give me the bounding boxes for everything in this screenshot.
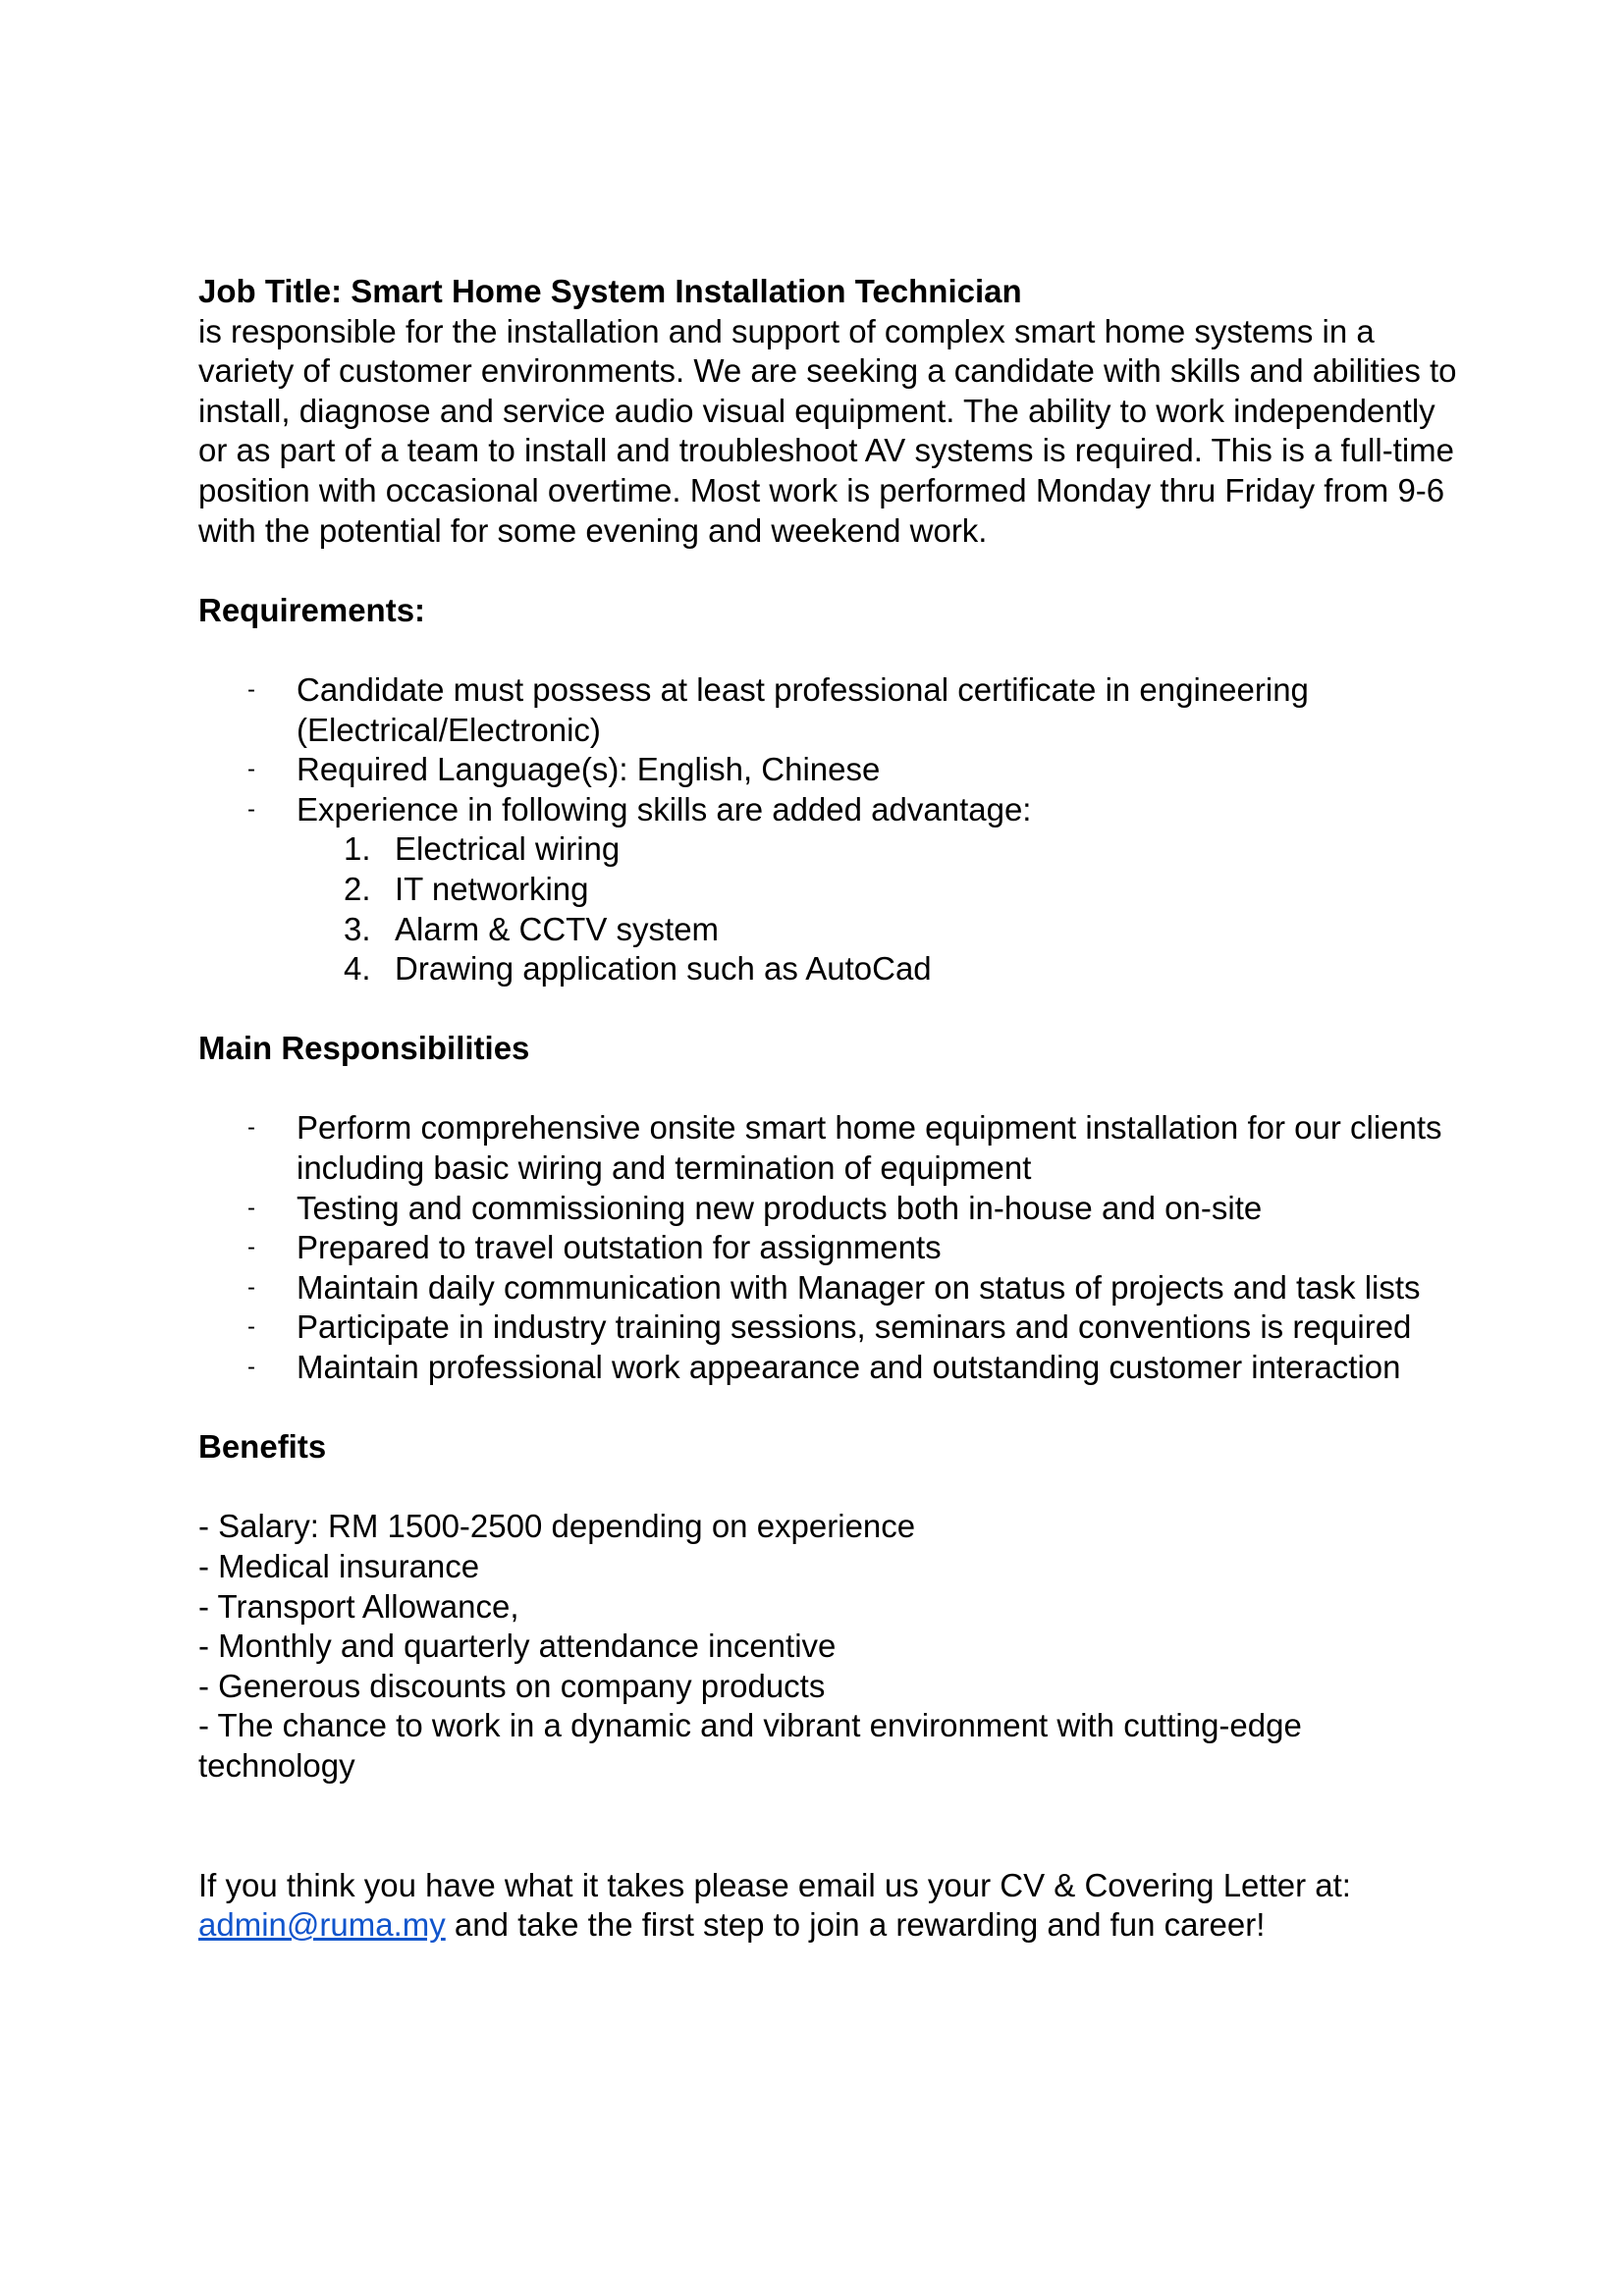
skill-item: [198, 829, 1465, 870]
skill-text: IT networking: [395, 870, 589, 907]
responsibility-text: Testing and commissioning new products both in-house and on-site: [297, 1189, 1263, 1226]
closing-line-2: and take the first step to join a rewarding and fun career!: [445, 1906, 1266, 1944]
responsibility-text: Prepared to travel outstation for assignments: [297, 1229, 942, 1266]
responsibility-text: Maintain professional work appearance and outstanding customer interaction: [297, 1349, 1401, 1386]
dash-bullet: -: [247, 756, 255, 783]
benefits-heading: Benefits: [198, 1428, 327, 1466]
skill-number: 1.: [344, 830, 371, 868]
closing-line-1: If you think you have what it takes please email us your CV & Covering Letter at:: [198, 1866, 1351, 1903]
skill-number: 4.: [344, 950, 371, 988]
benefits-list: [198, 1507, 1465, 1786]
benefit-item: - Medical insurance: [198, 1548, 480, 1584]
responsibility-item: [198, 1108, 1465, 1188]
document-page: [198, 272, 1465, 1946]
requirement-item: [198, 670, 1465, 750]
responsibility-item: [198, 1228, 1465, 1268]
skill-text: Electrical wiring: [395, 830, 621, 868]
requirement-text: Candidate must possess at least professional certificate in engineering (Electrical/Electronic): [297, 670, 1309, 748]
closing-paragraph: [198, 1866, 1465, 1946]
dash-bullet: -: [247, 1354, 255, 1381]
requirements-list: [198, 670, 1465, 829]
benefit-item: - The chance to work in a dynamic and vibrant environment with cutting-edge technology: [198, 1707, 1302, 1784]
dash-bullet: -: [247, 675, 255, 703]
responsibility-item: [198, 1348, 1465, 1388]
dash-bullet: -: [247, 1273, 255, 1301]
responsibilities-heading: Main Responsibilities: [198, 1030, 530, 1067]
skill-number: 2.: [344, 870, 371, 907]
responsibility-item: [198, 1268, 1465, 1308]
responsibilities-list: [198, 1108, 1465, 1387]
skill-number: 3.: [344, 910, 371, 947]
email-link[interactable]: admin@ruma.my: [198, 1906, 446, 1944]
skill-item: [198, 949, 1465, 989]
skill-item: [198, 870, 1465, 910]
skill-text: Alarm & CCTV system: [395, 910, 720, 947]
benefit-item: - Salary: RM 1500-2500 depending on experience: [198, 1508, 916, 1545]
job-title: Job Title: Smart Home System Installation Technician: [198, 273, 1022, 309]
benefit-item: - Transport Allowance,: [198, 1587, 519, 1625]
job-intro: is responsible for the installation and support of complex smart home systems in a variety of customer environments. We are seeking a candidate with skills and abilities to install, diagnose and service audio visual equipment. The ability to work independently or as part of a team to install and troubleshoot AV systems is required. This is a full-time position with occasional overtime. Most work is performed Monday thru Friday from 9-6 with the potential for some evening and weekend work.: [198, 312, 1457, 549]
requirements-heading: Requirements:: [198, 591, 426, 628]
dash-bullet: -: [247, 1234, 255, 1261]
responsibility-text: Participate in industry training sessions, seminars and conventions is required: [297, 1308, 1412, 1346]
dash-bullet: -: [247, 795, 255, 823]
skill-item: [198, 910, 1465, 950]
requirement-item: [198, 790, 1465, 830]
benefit-item: - Monthly and quarterly attendance incentive: [198, 1628, 837, 1665]
dash-bullet: -: [247, 1114, 255, 1142]
benefit-item: - Generous discounts on company products: [198, 1667, 826, 1704]
responsibility-item: [198, 1189, 1465, 1229]
requirement-text: Required Language(s): English, Chinese: [297, 751, 881, 788]
dash-bullet: -: [247, 1313, 255, 1341]
skill-text: Drawing application such as AutoCad: [395, 950, 932, 988]
responsibility-text: Perform comprehensive onsite smart home equipment installation for our clients including basic wiring and termination of equipment: [297, 1109, 1442, 1187]
skills-list: [198, 829, 1465, 988]
requirement-text: Experience in following skills are added advantage:: [297, 790, 1032, 828]
requirement-item: [198, 750, 1465, 790]
responsibility-item: [198, 1308, 1465, 1348]
responsibility-text: Maintain daily communication with Manager on status of projects and task lists: [297, 1268, 1421, 1306]
dash-bullet: -: [247, 1194, 255, 1221]
